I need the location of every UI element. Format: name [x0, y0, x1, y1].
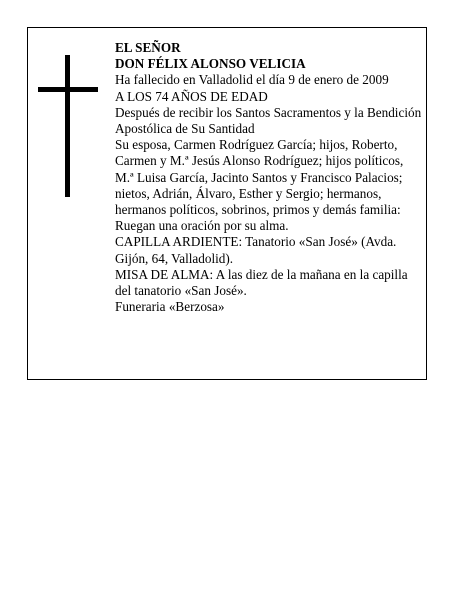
deceased-name: DON FÉLIX ALONSO VELICIA — [115, 56, 306, 72]
funeral-home: Funeraria «Berzosa» — [115, 299, 225, 315]
cross-vertical-bar — [65, 55, 70, 197]
death-statement: Ha fallecido en Valladolid el día 9 de enero de 2009 — [115, 72, 389, 88]
sacraments-statement: Después de recibir los Santos Sacramentos y la Bendición Apostólica de Su Santidad — [115, 104, 422, 137]
mass-info: MISA DE ALMA: A las diez de la mañana en la capilla del tanatorio «San José». — [115, 266, 408, 299]
cross-horizontal-bar — [38, 87, 98, 92]
age-statement: A LOS 74 AÑOS DE EDAD — [115, 88, 268, 104]
obituary-text — [115, 40, 423, 315]
deceased-title: EL SEÑOR — [115, 40, 181, 55]
obituary-notice — [27, 27, 427, 380]
prayer-request: Ruegan una oración por su alma. — [115, 218, 289, 234]
family-list: Su esposa, Carmen Rodríguez García; hijos, Roberto, Carmen y M.ª Jesús Alonso Rodríguez; hijos políticos, M.ª Luisa García, Jacinto Santos y Francisco Palacios; nietos, Adrián, Álvaro, Esther y Sergio; hermanos, hermanos políticos, sobrinos, primos y demás familia: — [115, 137, 404, 218]
chapel-info: CAPILLA ARDIENTE: Tanatorio «San José» (Avda. Gijón, 64, Valladolid). — [115, 234, 397, 266]
latin-cross-icon — [38, 55, 98, 197]
